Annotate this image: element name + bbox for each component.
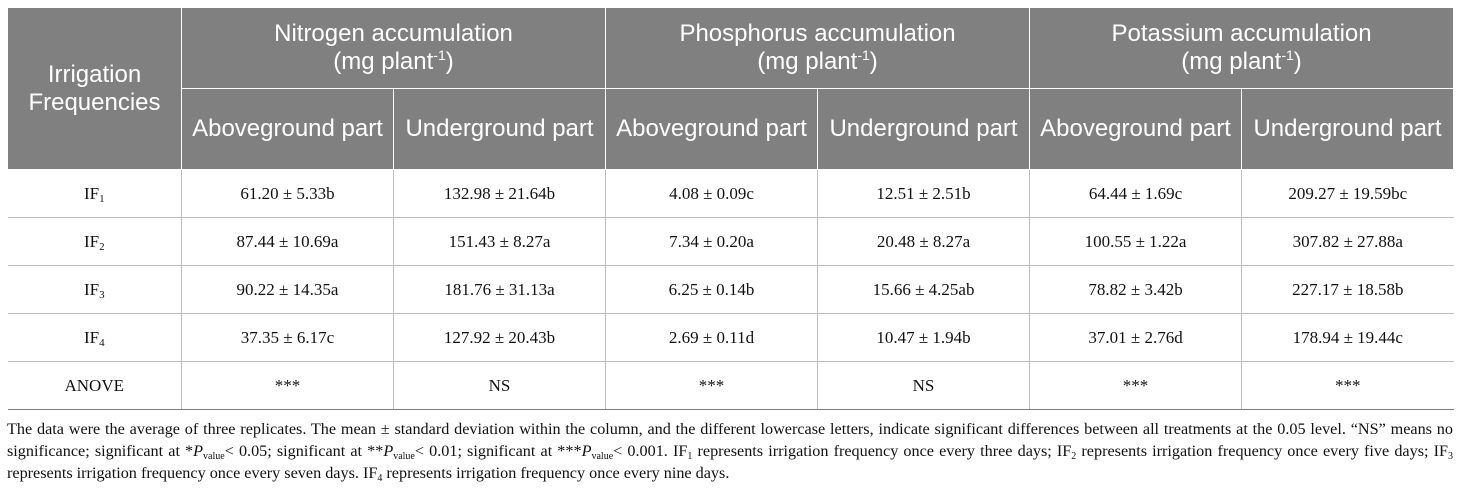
table-cell: 37.01 ± 2.76d [1030, 314, 1242, 362]
table-cell: 6.25 ± 0.14b [606, 266, 818, 314]
table-cell: 178.94 ± 19.44c [1242, 314, 1454, 362]
table-cell: 10.47 ± 1.94b [818, 314, 1030, 362]
header-row-groups [8, 8, 1454, 89]
header-phosphorus [606, 8, 1030, 89]
header-nitrogen-unit-exp: -1 [433, 47, 446, 63]
header-phosphorus-unit-close: ) [869, 48, 878, 75]
row-label [8, 266, 182, 314]
table-cell: *** [182, 362, 394, 410]
table-row-anova [8, 362, 1454, 410]
table-cell: *** [606, 362, 818, 410]
header-nitrogen-aboveground: Aboveground part [182, 89, 394, 170]
header-potassium-unit-close: ) [1293, 48, 1302, 75]
row-label [8, 218, 182, 266]
footnote-text: represents irrigation frequency once every three days; IF [692, 442, 1072, 460]
footnote-p-sub: value [393, 451, 415, 462]
row-label-text: IF [83, 183, 100, 203]
table-cell: 132.98 ± 21.64b [394, 170, 606, 218]
header-phosphorus-underground: Underground part [818, 89, 1030, 170]
row-label [8, 170, 182, 218]
header-potassium-underground: Underground part [1242, 89, 1454, 170]
table-cell: 227.17 ± 18.58b [1242, 266, 1454, 314]
footnote-sub: 2 [1071, 451, 1077, 462]
row-label-sub: 2 [99, 240, 105, 253]
table-cell: 87.44 ± 10.69a [182, 218, 394, 266]
footnote-text: IF [667, 442, 688, 460]
header-nitrogen-title: Nitrogen accumulation [274, 20, 513, 47]
header-nitrogen [182, 8, 606, 89]
table-row [8, 170, 1454, 218]
header-potassium [1030, 8, 1454, 89]
header-nitrogen-unit: (mg plant [333, 48, 434, 75]
data-table [7, 7, 1454, 410]
footnote-text: < 0.01; significant at *** [414, 442, 582, 460]
header-phosphorus-unit-exp: -1 [857, 47, 870, 63]
header-phosphorus-title: Phosphorus accumulation [679, 20, 956, 47]
table-cell: 78.82 ± 3.42b [1030, 266, 1242, 314]
table-cell: 90.22 ± 14.35a [182, 266, 394, 314]
footnote-sub: 4 [377, 473, 383, 484]
footnote-text: represents irrigation frequency once every nine days. [382, 464, 730, 482]
table-cell: 181.76 ± 31.13a [394, 266, 606, 314]
row-label-sub: 1 [99, 192, 105, 205]
table-cell: 307.82 ± 27.88a [1242, 218, 1454, 266]
table-cell: 209.27 ± 19.59bc [1242, 170, 1454, 218]
header-irrigation-frequencies: Irrigation Frequencies [8, 8, 182, 170]
header-potassium-unit-exp: -1 [1281, 47, 1294, 63]
footnote-p-symbol: P [193, 442, 204, 460]
table-row [8, 266, 1454, 314]
header-potassium-aboveground: Aboveground part [1030, 89, 1242, 170]
table-cell: *** [1242, 362, 1454, 410]
table-cell: 2.69 ± 0.11d [606, 314, 818, 362]
table-cell: 37.35 ± 6.17c [182, 314, 394, 362]
row-label-text: IF [83, 327, 100, 347]
table-cell: 151.43 ± 8.27a [394, 218, 606, 266]
table-cell: NS [394, 362, 606, 410]
footnote-p-symbol: P [383, 442, 394, 460]
header-phosphorus-aboveground: Aboveground part [606, 89, 818, 170]
footnote-text: The data were the average of three replicates. The mean ± standard deviation within the column, and the different lowercase letters, indicate significant differences between all treatments at the 0.05 level. “NS” means no significance; significant at * [7, 420, 1453, 460]
row-label-text: IF [83, 231, 100, 251]
table-cell: 7.34 ± 0.20a [606, 218, 818, 266]
row-label [8, 362, 182, 410]
footnote-text: < 0.001. [613, 442, 668, 460]
table-cell: 15.66 ± 4.25ab [818, 266, 1030, 314]
table-cell: 64.44 ± 1.69c [1030, 170, 1242, 218]
header-nitrogen-unit-close: ) [445, 48, 454, 75]
table-cell: *** [1030, 362, 1242, 410]
row-label [8, 314, 182, 362]
footnote-sub: 1 [687, 451, 693, 462]
row-label-text: IF [83, 279, 100, 299]
header-potassium-unit: (mg plant [1181, 48, 1282, 75]
header-row-parts [8, 89, 1454, 170]
footnote-p-sub: value [591, 451, 614, 462]
row-label-sub: 4 [99, 336, 105, 349]
table-cell: 61.20 ± 5.33b [182, 170, 394, 218]
footnote-text: represents irrigation frequency once every five days; IF [1076, 442, 1448, 460]
footnote-p-sub: value [203, 451, 225, 462]
table-cell: 100.55 ± 1.22a [1030, 218, 1242, 266]
footnote-p-symbol: P [581, 442, 592, 460]
row-label-sub: 3 [99, 288, 105, 301]
table-cell: 127.92 ± 20.43b [394, 314, 606, 362]
table-cell: 20.48 ± 8.27a [818, 218, 1030, 266]
header-potassium-title: Potassium accumulation [1111, 20, 1372, 47]
table-cell: 12.51 ± 2.51b [818, 170, 1030, 218]
header-phosphorus-unit: (mg plant [757, 48, 858, 75]
footnote-sub: 3 [1448, 451, 1453, 462]
footnote-text: < 0.05; significant at ** [224, 442, 384, 460]
footnote-text: represents irrigation frequency once every seven days. IF [7, 464, 378, 482]
table-footnote [7, 418, 1453, 484]
table-cell: 4.08 ± 0.09c [606, 170, 818, 218]
table-cell: NS [818, 362, 1030, 410]
header-nitrogen-underground: Underground part [394, 89, 606, 170]
table-row [8, 218, 1454, 266]
table-row [8, 314, 1454, 362]
row-label-text: ANOVE [64, 375, 124, 395]
